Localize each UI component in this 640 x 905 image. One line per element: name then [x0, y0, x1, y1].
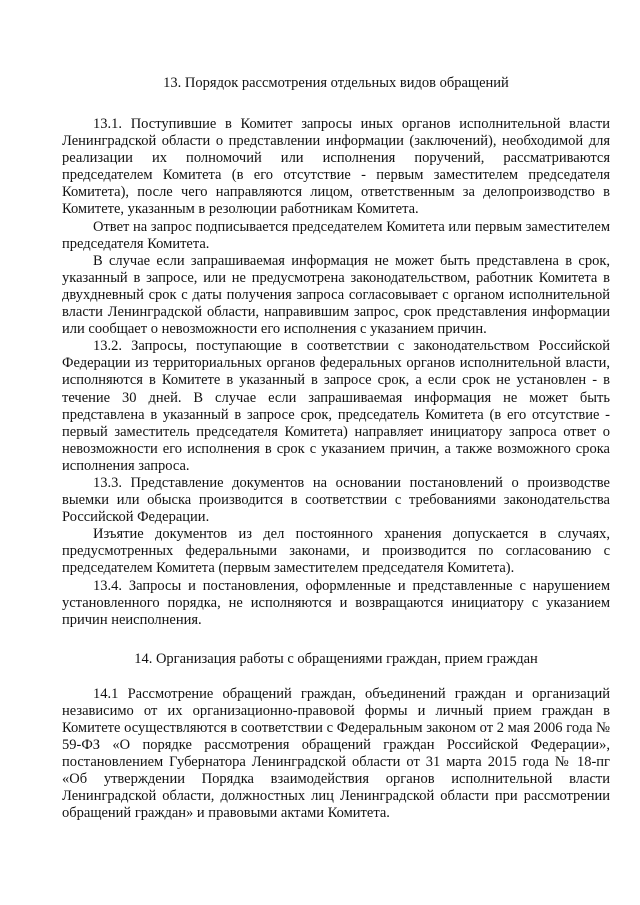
paragraph-14-1: 14.1 Рассмотрение обращений граждан, объединений граждан и организаций независимо от их организационно-правовой формы и личный прием граждан в Комитете осуществляются в соответствии с Федеральным законом от 2 мая 2006 года № 59-ФЗ «О порядке рассмотрения обращений граждан Российской Федерации», постановлением Губернатора Ленинградской области от 31 марта 2015 года № 18-пг «Об утверждении Порядка взаимодействия органов исполнительной власти Ленинградской области, должностных лиц Ленинградской области при рассмотрении обращений граждан» и правовыми актами Комитета. [62, 685, 610, 822]
paragraph-13-1-answer: Ответ на запрос подписывается председателем Комитета или первым заместителем председателя Комитета. [62, 218, 610, 252]
paragraph-13-4: 13.4. Запросы и постановления, оформленные и представленные с нарушением установленного порядка, не исполняются и возвращаются инициатору с указанием причин неисполнения. [62, 577, 610, 628]
paragraph-13-1: 13.1. Поступившие в Комитет запросы иных органов исполнительной власти Ленинградской области о представлении информации (заключений), необходимой для реализации их полномочий или исполнения поручений, рассматриваются председателем Комитета (в его отсутствие - первым заместителем председателя Комитета), после чего направляются лицом, ответственным за делопроизводство в Комитете, указанным в резолюции работникам Комитета. [62, 116, 610, 218]
section-13-heading: 13. Порядок рассмотрения отдельных видов обращений [163, 75, 509, 91]
paragraph-13-3: 13.3. Представление документов на основании постановлений о производстве выемки или обыска производится в соответствии с требованиями законодательства Российской Федерации. [62, 474, 610, 526]
paragraph-13-2: 13.2. Запросы, поступающие в соответствии с законодательством Российской Федерации из территориальных органов федеральных органов исполнительной власти, исполняются в Комитете в указанный в запросе срок, а если срок не установлен - в течение 30 дней. В случае если запрашиваемая информация не может быть представлена в указанный в запросе срок, председатель Комитета (в его отсутствие - первый заместитель председателя Комитета) направляет инициатору запроса ответ о невозможности его исполнения в срок с указанием причин, а также возможного срока исполнения запроса. [62, 338, 610, 474]
section-14 [62, 650, 610, 823]
paragraph-13-3-seizure: Изъятие документов из дел постоянного хранения допускается в случаях, предусмотренных федеральными законами, и производится по согласованию с председателем Комитета (первым заместителем председателя Комитета). [62, 526, 610, 577]
section-13 [62, 74, 610, 629]
document-content [62, 74, 610, 823]
section-14-heading: 14. Организация работы с обращениями граждан, прием граждан [134, 650, 538, 667]
paragraph-13-1-deadline: В случае если запрашиваемая информация не может быть представлена в срок, указанный в запросе, или не предусмотрена законодательством, работник Комитета в двухдневный срок с даты получения запроса согласовывает с органом исполнительной власти Ленинградской области, направившим запрос, срок представления информации или сообщает о невозможности его исполнения с указанием причин. [62, 252, 610, 338]
